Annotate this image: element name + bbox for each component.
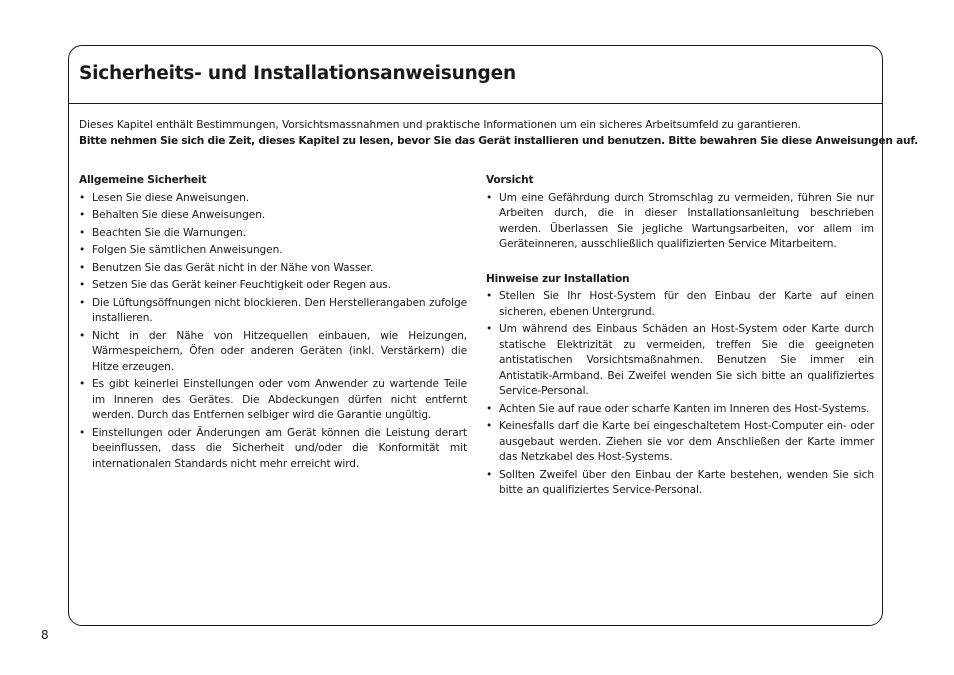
caution-heading: Vorsicht bbox=[486, 174, 534, 186]
intro-bold-text: Bitte nehmen Sie sich die Zeit, dieses Kapitel zu lesen, bevor Sie das Gerät installieren und benutzen. Bitte bewahren Sie diese Anweisungen auf. bbox=[79, 135, 918, 147]
list-item: • Es gibt keinerlei Einstellungen oder vom Anwender zu wartende Teile im Inneren des Gerätes. Die Abdeckungen dürfen nicht entfernt werden. Durch das Entfernen selbiger wird die Garantie ungültig. bbox=[79, 377, 467, 424]
list-item: • Folgen Sie sämtlichen Anweisungen. bbox=[79, 243, 467, 259]
list-item: • Die Lüftungsöffnungen nicht blockieren. Den Herstellerangaben zufolge installieren. bbox=[79, 296, 467, 327]
intro-section bbox=[79, 117, 918, 149]
page-title: Sicherheits- und Installationsanweisungen bbox=[79, 63, 516, 84]
general-safety-heading: Allgemeine Sicherheit bbox=[79, 174, 207, 186]
list-item: • Beachten Sie die Warnungen. bbox=[79, 226, 467, 242]
caution-list bbox=[486, 191, 874, 253]
list-item: • Benutzen Sie das Gerät nicht in der Nähe von Wasser. bbox=[79, 261, 467, 277]
intro-text: Dieses Kapitel enthält Bestimmungen, Vorsichtsmassnahmen und praktische Informationen um ein sicheres Arbeitsumfeld zu garantieren. bbox=[79, 119, 801, 131]
general-safety-list bbox=[79, 191, 467, 473]
general-safety-section bbox=[79, 173, 467, 472]
install-heading: Hinweise zur Installation bbox=[486, 272, 630, 285]
list-item: • Um während des Einbaus Schäden an Host-System oder Karte durch statische Elektrizität zu vermeiden, treffen Sie die geeigneten antistatischen Vorsichtsmaßnahmen. Benutzen Sie immer ein Antistatik-Armband. Bei Zweifel wenden Sie sich bitte an qualifiziertes Service-Personal. bbox=[486, 322, 874, 400]
list-item: • Nicht in der Nähe von Hitzequellen einbauen, wie Heizungen, Wärmespeichern, Öfen oder anderen Geräten (inkl. Verstärkern) die Hitze erzeugen. bbox=[79, 329, 467, 376]
list-item: • Keinesfalls darf die Karte bei eingeschaltetem Host-Computer ein- oder ausgebaut werden. Ziehen sie vor dem Anschließen der Karte immer das Netzkabel des Host-Systems. bbox=[486, 419, 874, 466]
list-item: • Um eine Gefährdung durch Stromschlag zu vermeiden, führen Sie nur Arbeiten durch, die in dieser Installationsanleitung beschrieben werden. Überlassen Sie jegliche Wartungsarbeiten, vor allem im Geräteinneren, ausschließlich qualifizierten Service Mitarbeitern. bbox=[486, 191, 874, 253]
list-item: • Lesen Sie diese Anweisungen. bbox=[79, 191, 467, 207]
list-item: • Stellen Sie Ihr Host-System für den Einbau der Karte auf einen sicheren, ebenen Untergrund. bbox=[486, 289, 874, 320]
list-item: • Behalten Sie diese Anweisungen. bbox=[79, 208, 467, 224]
list-item: • Einstellungen oder Änderungen am Gerät können die Leistung derart beeinflussen, dass die Sicherheit und/oder die Konformität mit internationalen Standards nicht mehr erreicht wird. bbox=[79, 426, 467, 473]
install-list bbox=[486, 289, 874, 499]
list-item: • Achten Sie auf raue oder scharfe Kanten im Inneren des Host-Systems. bbox=[486, 402, 874, 418]
page-number: 8 bbox=[41, 628, 49, 642]
list-item: • Setzen Sie das Gerät keiner Feuchtigkeit oder Regen aus. bbox=[79, 278, 467, 294]
caution-install-section bbox=[486, 173, 874, 499]
list-item: • Sollten Zweifel über den Einbau der Karte bestehen, wenden Sie sich bitte an qualifiziertes Service-Personal. bbox=[486, 468, 874, 499]
title-divider bbox=[68, 103, 883, 104]
